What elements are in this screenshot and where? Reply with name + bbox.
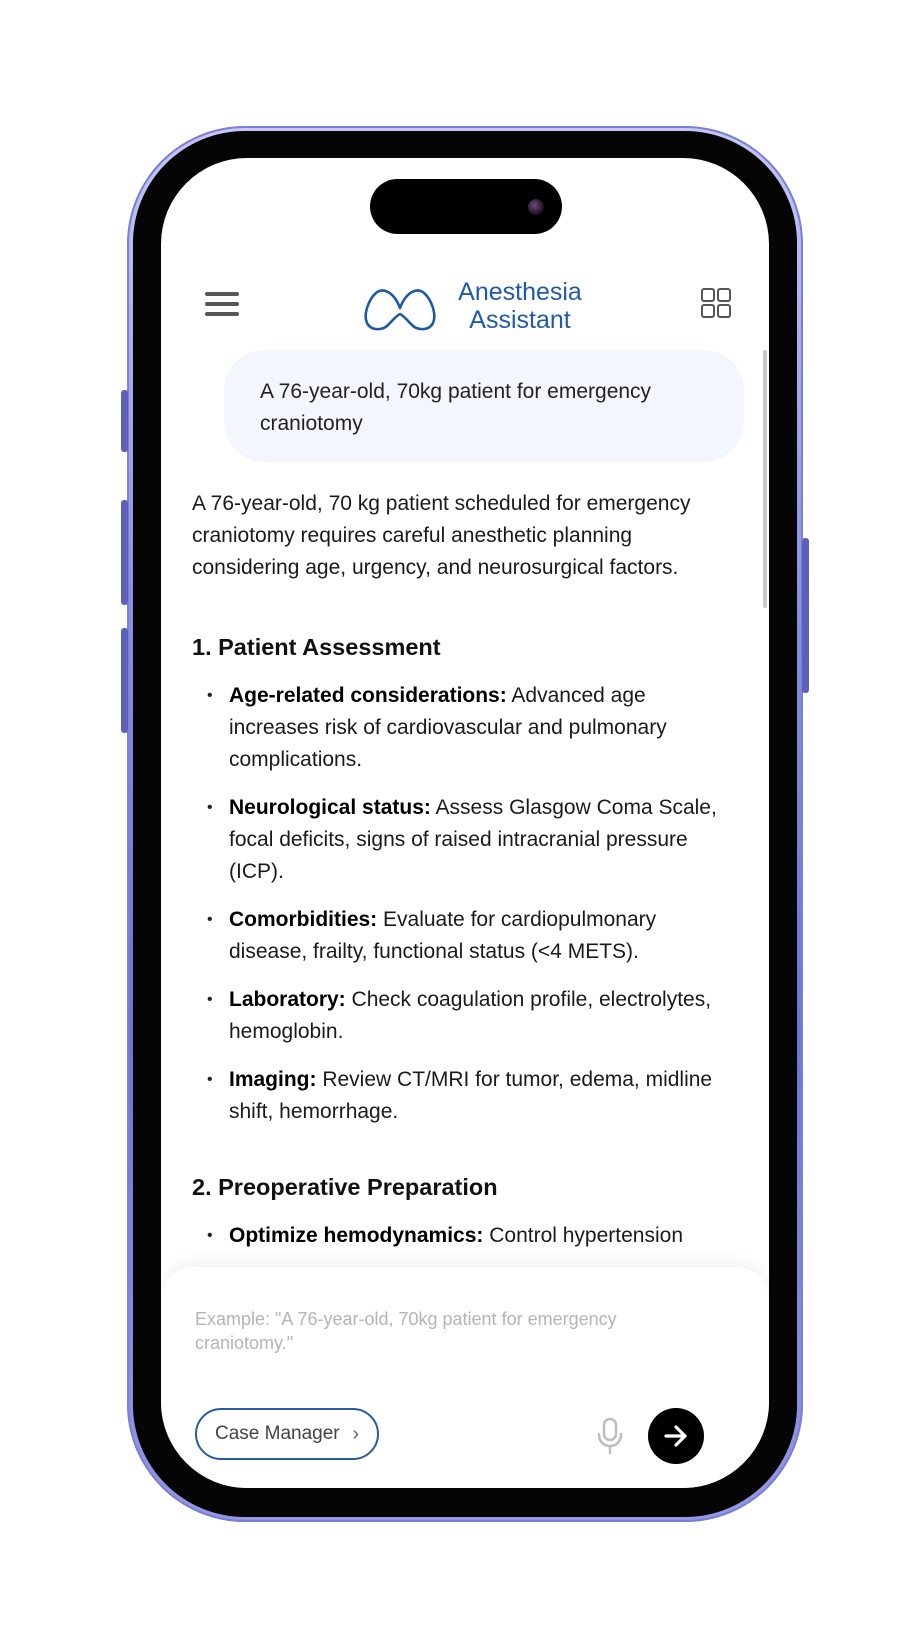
case-manager-button[interactable] (195, 1408, 379, 1460)
answer-intro: A 76-year-old, 70 kg patient scheduled for emergency craniotomy requires careful anesthetic planning considering age, urgency, and neurosurgical factors. (192, 492, 691, 579)
composer-panel (161, 1267, 769, 1488)
point-text: Control hypertension (483, 1224, 684, 1247)
point-text: Check coagulation profile, electrolytes, hemoglobin. (229, 988, 712, 1043)
app-title-line2: Assistant (469, 306, 571, 334)
section-heading-preoperative-preparation: 2. Preoperative Preparation (192, 1174, 498, 1200)
prompt-input[interactable] (195, 1307, 675, 1367)
arrow-right-icon (661, 1421, 691, 1451)
chevron-right-icon: › (352, 1423, 359, 1445)
app-logo (361, 274, 591, 334)
phone-power-button (802, 538, 809, 693)
patient-assessment-list (192, 680, 722, 1128)
chat-scrollbar[interactable] (763, 350, 767, 608)
point-label: Age-related considerations: (229, 684, 507, 707)
hamburger-icon[interactable] (205, 292, 239, 318)
app-screen (161, 158, 769, 1488)
preoperative-preparation-list (192, 1220, 722, 1252)
point-label: Imaging: (229, 1068, 317, 1091)
point-text: Advanced age increases risk of cardiovascular and pulmonary complications. (229, 684, 667, 771)
user-message-bubble (224, 350, 744, 462)
phone-silent-switch (121, 390, 128, 452)
dynamic-island (370, 179, 562, 234)
list-item (192, 984, 722, 1048)
app-title (445, 278, 595, 334)
phone-volume-up (121, 500, 128, 605)
case-manager-label: Case Manager (215, 1423, 340, 1444)
point-label: Optimize hemodynamics: (229, 1224, 484, 1247)
phone-volume-down (121, 628, 128, 733)
assistant-answer (192, 488, 722, 1268)
app-title-line1: Anesthesia (458, 278, 582, 306)
point-label: Laboratory: (229, 988, 346, 1011)
point-label: Comorbidities: (229, 908, 378, 931)
point-text: Review CT/MRI for tumor, edema, midline shift, hemorrhage. (229, 1068, 713, 1123)
list-item (192, 1064, 722, 1128)
list-item (192, 792, 722, 888)
list-item (192, 1220, 722, 1252)
lungs-logo-icon (361, 286, 439, 332)
list-item (192, 904, 722, 968)
section-heading-patient-assessment: 1. Patient Assessment (192, 634, 441, 660)
point-text: Assess Glasgow Coma Scale, focal deficits, signs of raised intracranial pressure (ICP). (229, 796, 717, 883)
app-header (161, 258, 769, 338)
list-item (192, 680, 722, 776)
user-message-text: A 76-year-old, 70kg patient for emergency craniotomy (260, 380, 652, 435)
front-camera-icon (528, 199, 544, 215)
send-button[interactable] (648, 1408, 704, 1464)
grid-icon[interactable] (701, 288, 733, 320)
point-label: Neurological status: (229, 796, 431, 819)
point-text: Evaluate for cardiopulmonary disease, frailty, functional status (<4 METS). (229, 908, 657, 963)
microphone-icon[interactable] (595, 1417, 625, 1455)
